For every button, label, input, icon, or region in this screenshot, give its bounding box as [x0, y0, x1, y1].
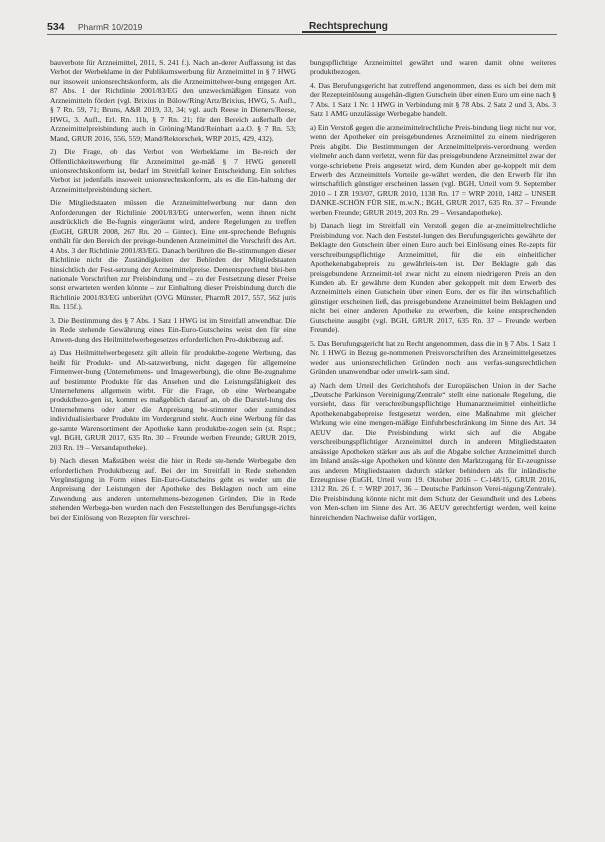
section-title: Rechtsprechung	[309, 21, 388, 32]
header-rule	[47, 34, 557, 35]
page-header	[47, 20, 557, 36]
paragraph: a) Nach dem Urteil des Gerichtshofs der Europäischen Union in der Sache „Deutsche Parkinson Vereinigung/Zentrale“ stellt eine nationale Regelung, die vorsieht, dass für verschreibungspflichtige Humanarzneimittel einheitliche Apothekenabgabepreise festgesetzt werden, eine Maßnahme mit gleicher Wirkung wie eine mengen-mäßige Einfuhrbeschränkung im Sinne des Art. 34 AEUV dar. Die Preisbindung wirkt sich auf die Abgabe verschreibungspflichtiger Arzneimittel durch in anderen Mitgliedstaaten ansässige Apotheken stärker aus als auf die Abgabe solcher Arzneimittel durch im Inland ansäs-sige Apotheken und könnte den Marktzugang für Er-zeugnisse aus anderen Mitgliedstaaten dadurch stärker behindern als für inländische Erzeugnisse (EuGH, Urteil vom 19. Oktober 2016 – C-148/15, GRUR 2016, 1312 Rn. 26 f. = WRP 2017, 36 – Deutsche Parkinson Verei-nigung/Zentrale). Die Preisbindung könnte nicht mit dem Schutz der Gesundheit und des Lebens von Men-schen im Sinne des Art. 36 AEUV gerechtfertigt werden, weil keine hinreichenden Nachweise dafür vorlägen,	[310, 380, 556, 522]
paragraph: 2) Die Frage, ob das Verbot von Werbeklame im Be-reich der Öffentlichkeitswerbung für Arzneimittel ge-mäß § 7 HWG generell unionsrechtskonform ist, bedarf im Streitfall keiner Entscheidung. Ein solches Verbot ist jedenfalls insoweit unionsrechtskonform, als es die Ein-haltung der Arzneimittelpreisbindung sichert.	[50, 147, 296, 194]
left-column	[50, 58, 296, 522]
right-column	[310, 58, 556, 522]
journal-name: PharmR 10/2019	[78, 22, 143, 32]
paragraph: a) Das Heilmittelwerbegesetz gilt allein für produktbe-zogene Werbung, das heißt für Produkt- und Ab-satzwerbung, nicht dagegen für allgemeine Firmenwer-bung (Unternehmens- und Imagewerbung), die ohne Be-zugnahme auf bestimmte Produkte für das Ansehen und die Leistungsfähigkeit des Unternehmens allgemein wirbt. Für die Frage, ob eine Werbeangabe produktbezo-gen ist, kommt es maßgeblich darauf an, ob die Darstel-lung des Unternehmens oder aber die Anpreisung be-stimmter oder zumindest individualisierbarer Produkte im Vordergrund steht. Auch eine Werbung für das ge-samte Warensortiment der Apotheke kann produktbe-zogen sein (st. Rspr.; vgl. BGH, GRUR 2017, 635 Rn. 30 – Freunde werben Freunde; GRUR 2019, 203 Rn. 19 – Versandapotheke).	[50, 348, 296, 452]
paragraph: b) Nach diesen Maßstäben weist die hier in Rede ste-hende Werbegabe den erforderlichen Produktbezug auf. Bei der im Streitfall in Rede stehenden Vergünstigung in Form eines Ein-Euro-Gutscheins geht es weder um die Anpreisung der Leistungen der Apotheke des Beklagten noch um eine Zuwendung aus anderen unternehmens-bezogenen Gründen. Die in Rede stehenden Werbega-ben wurden nach den Feststellungen des Berufungsge-richts bei der Einlösung von Rezepten für verschrei-	[50, 456, 296, 522]
paragraph: 4. Das Berufungsgericht hat zutreffend angenommen, dass es sich bei dem mit der Rezepteinlösung ausgehän-digten Gutschein über einen Euro um eine nach § 7 Abs. 1 Satz 1 Nr. 1 HWG in Verbindung mit § 78 Abs. 2 Satz 2 und 3, Abs. 3 Satz 1 AMG unzulässige Werbegabe handelt.	[310, 80, 556, 119]
paragraph: bauverbote für Arzneimittel, 2011, S. 241 f.). Nach an-derer Auffassung ist das Verbot der Werbeklame in der Publikumswerbung für Arzneimittel in § 7 HWG nur insoweit unionsrechtskonform, als die Arzneimittelwer-bung entgegen Art. 87 Abs. 1 der Richtlinie 2001/83/EG den unzweckmäßigen Einsatz von Arzneimitteln fördert (vgl. Brixius in Bülow/Ring/Artz/Brixius, HWG, 5. Aufl., § 7 Rn. 59, 71; Bruns, A&R 2019, 33, 34; vgl. auch Reese in Dieners/Reese, HWG, 3. Aufl., Erl. Rn. 11b, § 7 Rn. 21; für den Bereich außerhalb der Arzneimittelpreisbindung auch in Gröning/Mand/Reinhart a.a.O. § 7 Rn. 53; Mand, GRUR 2016, 556, 559; Mand/Rektorschek, WRP 2015, 429, 432).	[50, 58, 296, 143]
paragraph: 3. Die Bestimmung des § 7 Abs. 1 Satz 1 HWG ist im Streitfall anwendbar. Die in Rede stehende Gewährung eines Ein-Euro-Gutscheins weist den für eine Anwen-dung des Heilmittelwerbegesetzes erforderlichen Pro-duktbezug auf.	[50, 315, 296, 344]
paragraph: b) Danach liegt im Streitfall ein Verstoß gegen die ar-zneimittelrechtliche Preisbindung vor. Nach den Feststel-lungen des Berufungsgerichts gewährte der Beklagte den Gutschein über einen Euro auch bei Einlösung eines Re-zepts für verschreibungspflichtige Arzneimittel, für die ein einheitlicher Apothekenabgabepreis zu gewährleis-ten ist. Der Beklagte gab das preisgebundene Arzneimit-tel zwar nicht zu einem niedrigeren Preis an den Kunden ab. Er gewährte dem Kunden aber gekoppelt mit dem Erwerb des Arzneimittels einen Gutschein über einen Euro, der es für ihn wirtschaftlich günstiger erscheinen ließ, das preisgebundene Arzneimittel beim Beklagten und nicht bei einer anderen Apotheke zu erwerben, die keine entsprechenden Gutscheine ausgibt (vgl. BGH, GRUR 2017, 635 Rn. 37 – Freunde werben Freunde).	[310, 221, 556, 335]
paragraph: bungspflichtige Arzneimittel gewährt und waren damit ohne weiteres produktbezogen.	[310, 58, 556, 77]
paragraph: 5. Das Berufungsgericht hat zu Recht angenommen, dass die in § 7 Abs. 1 Satz 1 Nr. 1 HWG in Bezug ge-nommenen Preisvorschriften des Arzneimittelgesetzes weder aus unionsrechtlichen Gründen noch aus verfas-sungsrechtlichen Gründen unanwendbar oder unwirk-sam sind.	[310, 338, 556, 377]
paragraph: Die Mitgliedstaaten müssen die Arzneimittelwerbung nur dann den Anforderungen der Richtlinie 2001/83/EG unterwerfen, wenn ihnen nicht ausdrücklich die Be-fugnis eingeräumt wird, andere Regelungen zu treffen (EuGH, GRUR 2008, 267 Rn. 20 – Gintec). Eine ent-sprechende Befugnis enthält für den Bereich der preisge-bundenen Arzneimittel die Vorschrift des Art. 4 Abs. 3 der Richtlinie 2001/83/EG. Danach berühren die Be-stimmungen dieser Richtlinie nicht die Zuständigkeiten der Behörden der Mitgliedstaaten hinsichtlich der Fest-setzung der Arzneimittelpreise. Dementsprechend blei-ben nationale Vorschriften zur Preisbindung und – zu der Festsetzung dieser Preise sonst erwarteten werden könnte – zur Einhaltung dieser Preisbindung durch die Richtlinie 2001/83/EG unberührt (OVG Münster, PharmR 2017, 557, 562 juris Rn. 115f.).	[50, 198, 296, 312]
paragraph: a) Ein Verstoß gegen die arzneimittelrechtliche Preis-bindung liegt nicht nur vor, wenn der Apotheker ein preisgebundenes Arzneimittel zu einem niedrigeren Preis abgibt. Die Bestimmungen der Arzneimittelpreis-verordnung werden vielmehr auch dann verletzt, wenn für das preisgebundene Arzneimittel zwar der vorge-schriebene Preis angesetzt wird, dem Kunden aber ge-koppelt mit dem Erwerb des Arzneimittels Vorteile ge-währt werden, die den Erwerb für ihn wirtschaftlich günstiger erscheinen lassen (vgl. BGH, Urteil vom 9. September 2010 – I ZR 193/07, GRUR 2010, 1138 Rn. 17 = WRP 2010, 1482 – UNSER DANKE-SCHÖN FÜR SIE, m.w.N.; BGH, GRUR 2017, 635 Rn. 37 – Freunde werben Freunde; GRUR 2019, 203 Rn. 29 – Versandapotheke).	[310, 122, 556, 217]
page-number: 534	[47, 21, 65, 33]
